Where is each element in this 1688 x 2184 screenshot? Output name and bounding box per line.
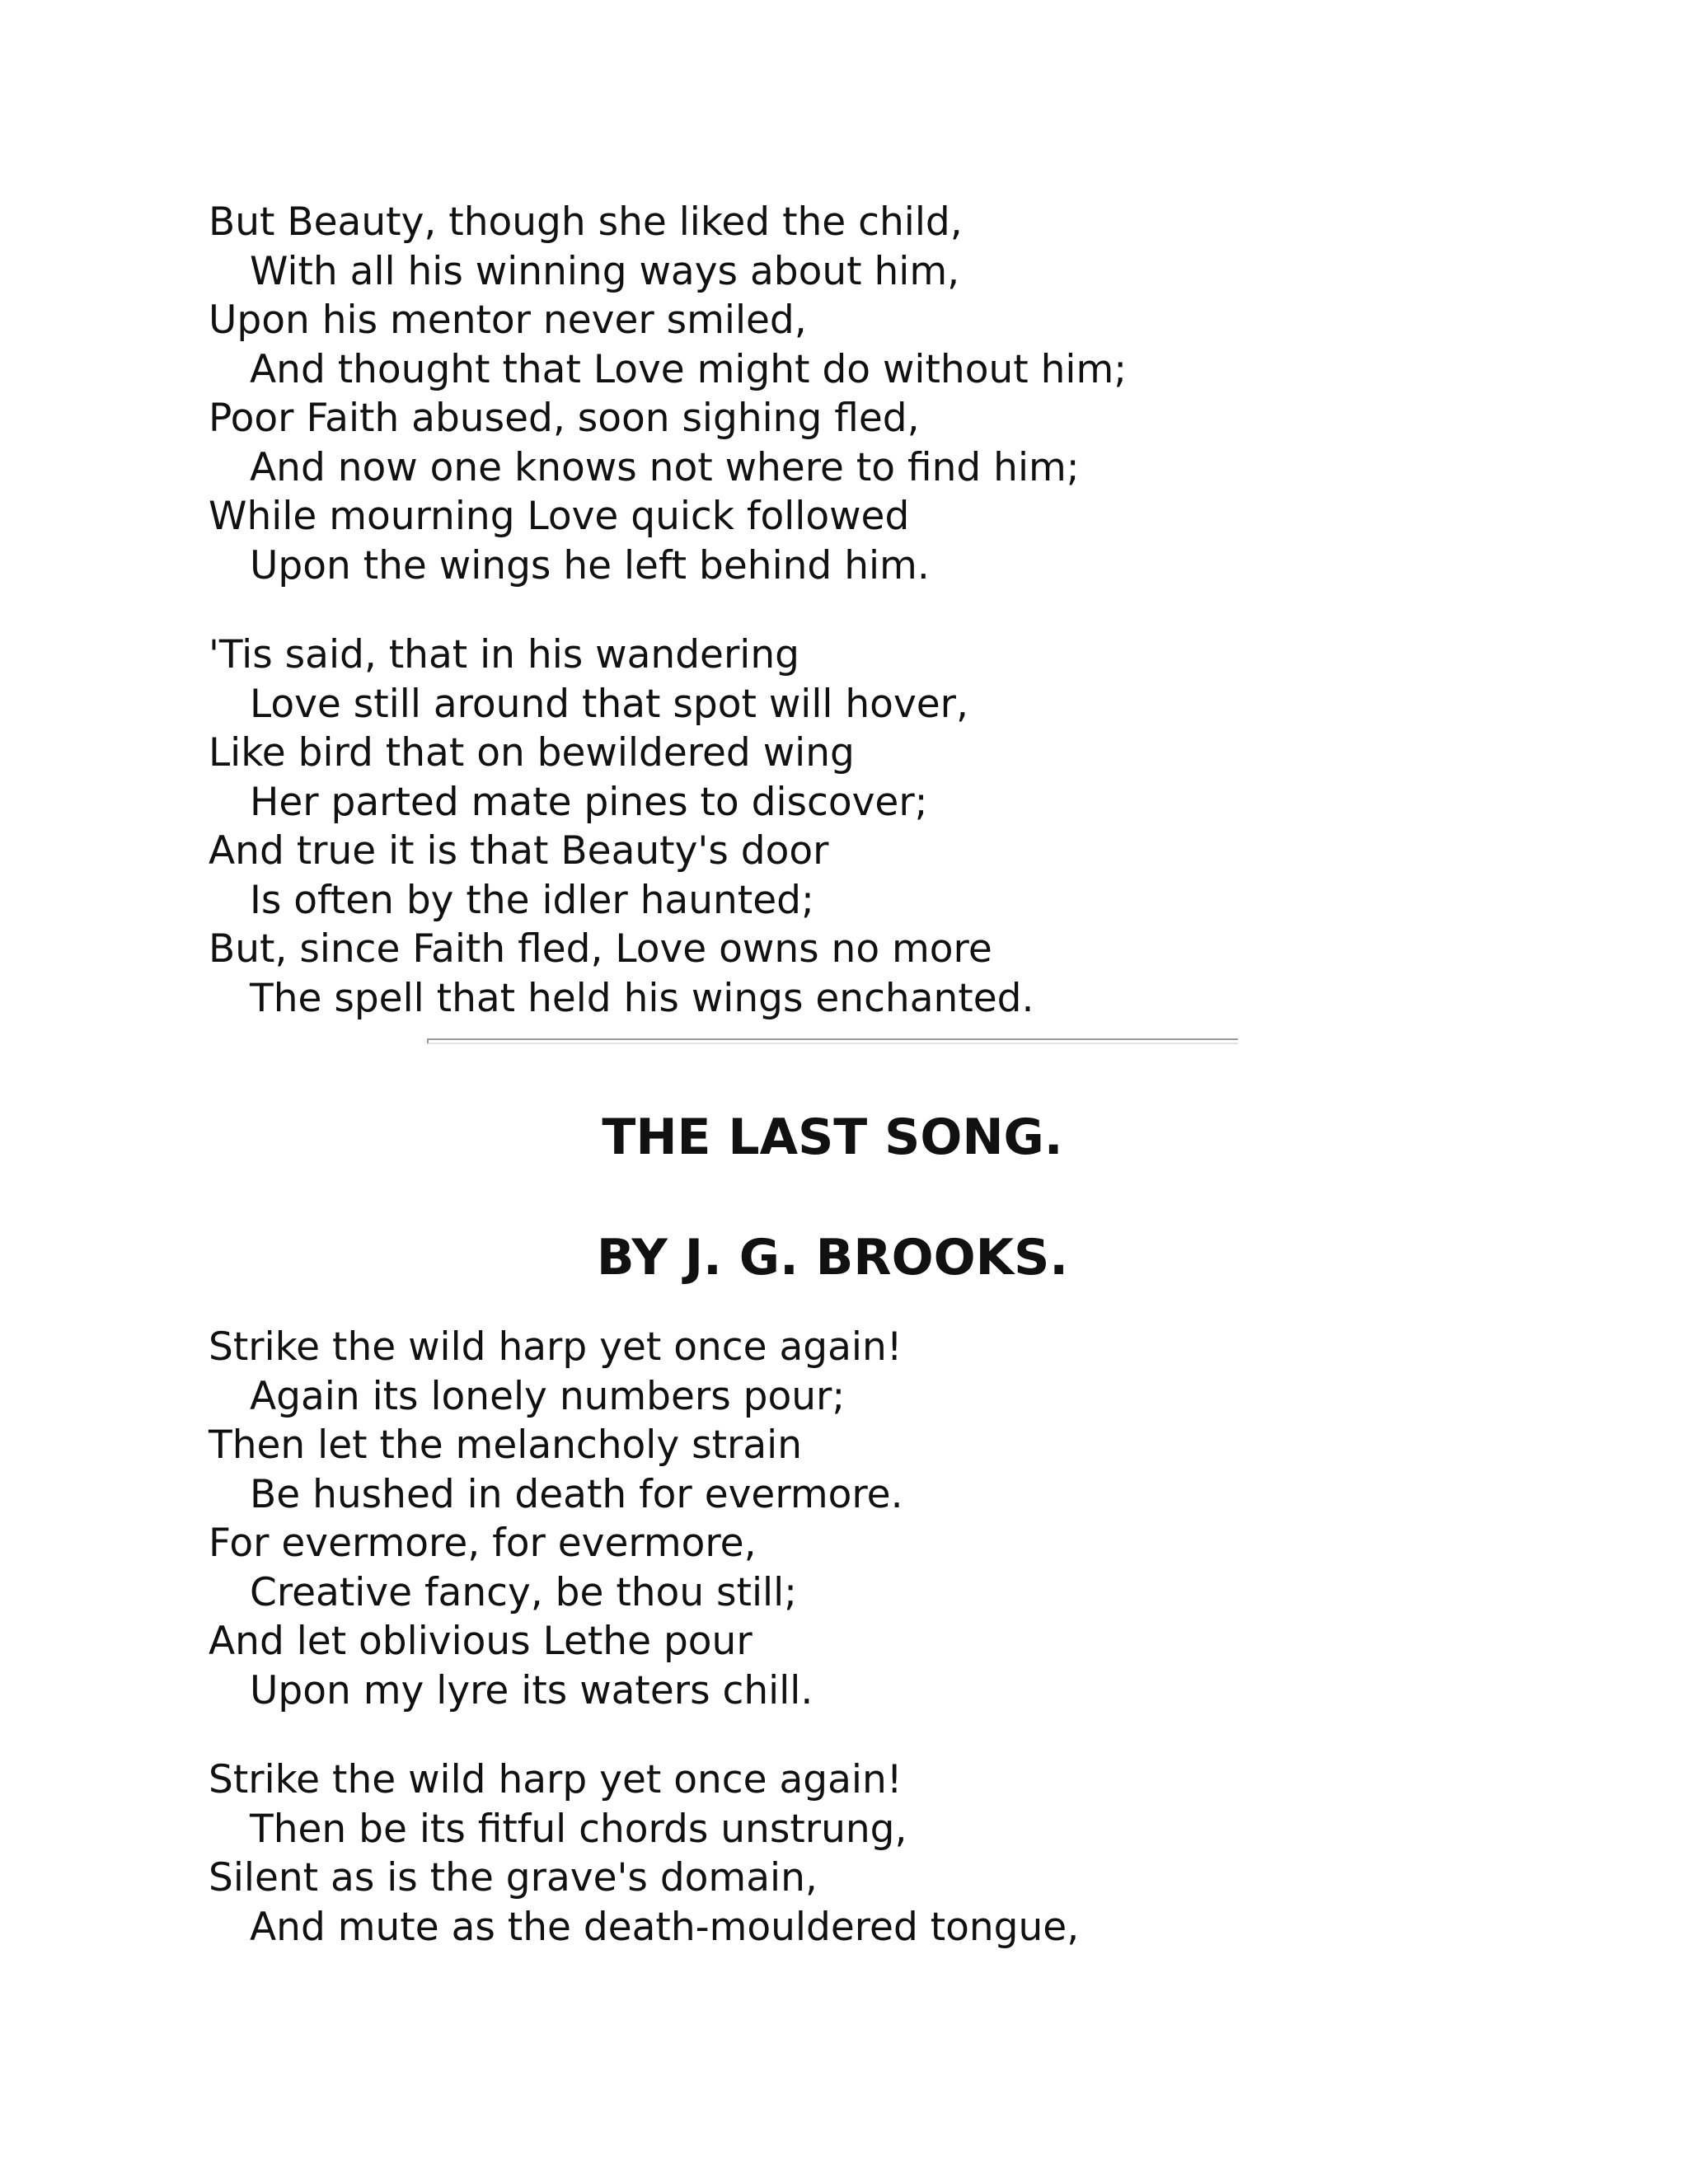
verse-line: But Beauty, though she liked the child, bbox=[209, 199, 963, 245]
horizontal-rule bbox=[427, 1038, 1238, 1044]
verse-line: But, since Faith fled, Love owns no more bbox=[209, 926, 992, 972]
verse-line: And let oblivious Lethe pour bbox=[209, 1619, 753, 1664]
verse-line: With all his winning ways about him, bbox=[250, 248, 960, 294]
verse-line: Upon my lyre its waters chill. bbox=[250, 1667, 814, 1713]
verse-line: Strike the wild harp yet once again! bbox=[209, 1324, 903, 1370]
verse-line: Be hushed in death for evermore. bbox=[250, 1471, 903, 1517]
verse-line: For evermore, for evermore, bbox=[209, 1521, 757, 1566]
stanza bbox=[209, 1755, 1404, 1952]
verse-line: 'Tis said, that in his wandering bbox=[209, 632, 799, 677]
poem-title: THE LAST SONG. bbox=[602, 1108, 1063, 1166]
verse-line: Creative fancy, be thou still; bbox=[250, 1569, 797, 1615]
verse-line: Is often by the idler haunted; bbox=[250, 877, 814, 923]
stanza bbox=[209, 1323, 1404, 1715]
verse-line: Her parted mate pines to discover; bbox=[250, 779, 928, 825]
verse-line: And now one knows not where to find him; bbox=[250, 444, 1080, 490]
verse-line: Silent as is the grave's domain, bbox=[209, 1855, 818, 1900]
verse-line: And mute as the death-mouldered tongue, bbox=[250, 1904, 1080, 1950]
verse-line: And thought that Love might do without him; bbox=[250, 346, 1128, 392]
verse-line: While mourning Love quick followed bbox=[209, 494, 910, 539]
stanza bbox=[209, 198, 1404, 590]
poem-author: BY J. G. BROOKS. bbox=[596, 1229, 1069, 1286]
verse-line: Then be its fitful chords unstrung, bbox=[250, 1806, 907, 1852]
verse-line: Upon his mentor never smiled, bbox=[209, 298, 807, 343]
verse-line: Then let the melancholy strain bbox=[209, 1422, 802, 1468]
verse-line: Upon the wings he left behind him. bbox=[250, 542, 930, 588]
verse-line: Again its lonely numbers pour; bbox=[250, 1373, 846, 1419]
verse-line: Strike the wild harp yet once again! bbox=[209, 1757, 903, 1802]
verse-line: Like bird that on bewildered wing bbox=[209, 730, 855, 776]
verse-line: The spell that held his wings enchanted. bbox=[250, 975, 1034, 1021]
verse-line: And true it is that Beauty's door bbox=[209, 828, 829, 874]
stanza bbox=[209, 630, 1404, 1023]
verse-line: Poor Faith abused, soon sighing fled, bbox=[209, 396, 920, 441]
verse-line: Love still around that spot will hover, bbox=[250, 681, 968, 727]
